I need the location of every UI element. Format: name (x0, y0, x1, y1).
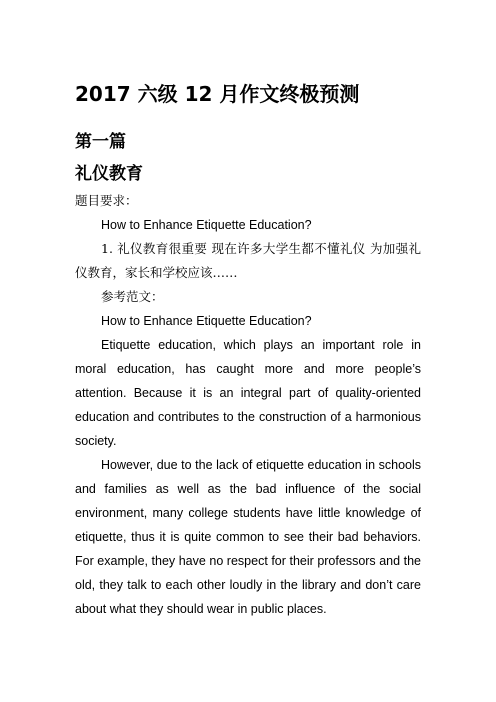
question-title: How to Enhance Etiquette Education? (101, 218, 312, 232)
essay-title: How to Enhance Etiquette Education? (101, 314, 312, 328)
topic-heading: 礼仪教育 (75, 164, 143, 184)
sample-label: 参考范文： (101, 289, 164, 304)
essay-paragraph: However, due to the lack of etiquette education in schools and families as well as the bad influence of the social environment, many college students have little knowledge of etiquette, thus it is quite common to see their bad behaviors. For example, they have no respect for their professors and the old, they talk to each other loudly in the library and don’t care about what they should wear in public places. (75, 458, 421, 616)
essay-paragraph: Etiquette education, which plays an important role in moral education, has caught more and more people’s attention. Because it is an integral part of quality-oriented education and contributes to the construction of a harmonious society. (75, 338, 421, 448)
section-heading: 第一篇 (75, 132, 126, 152)
document-title: 2017 六级 12 月作文终极预测 (75, 82, 360, 106)
essay-prompt: 1. 礼仪教育很重要 现在许多大学生都不懂礼仪 为加强礼仪教育，家长和学校应该…… (75, 241, 421, 280)
document-content (75, 80, 421, 621)
requirement-label: 题目要求： (75, 193, 138, 208)
